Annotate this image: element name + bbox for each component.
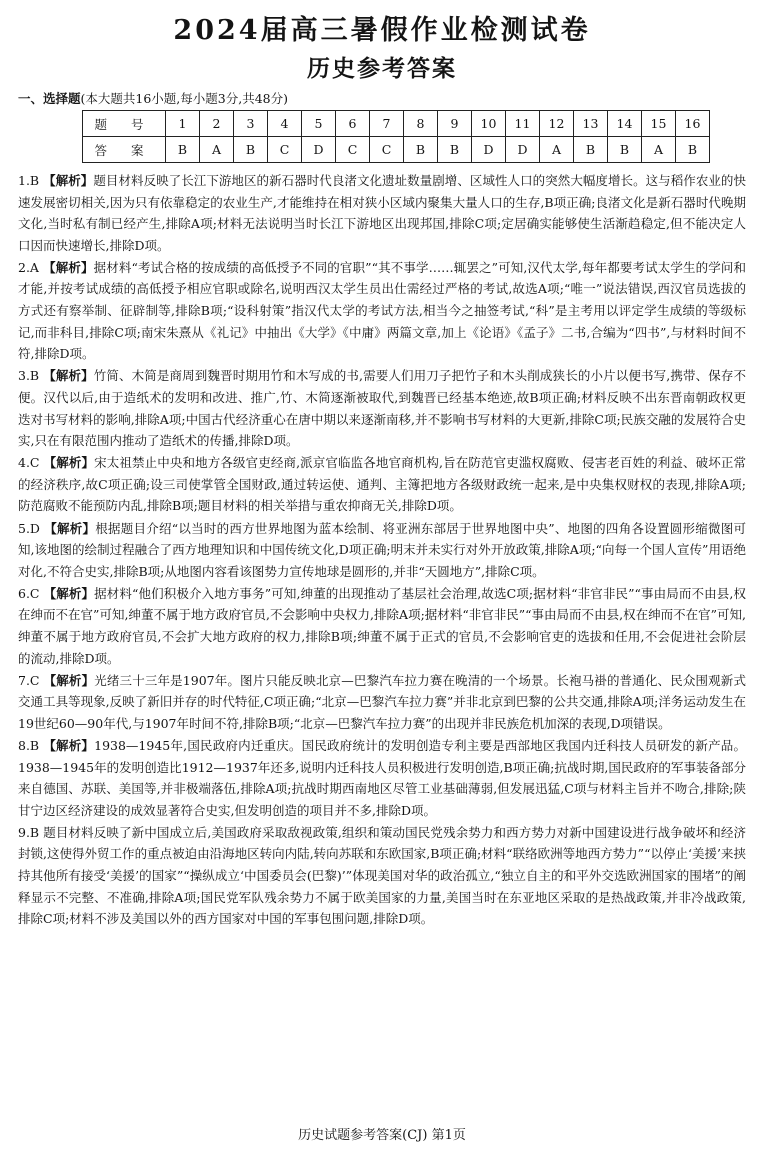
answer-cell: D xyxy=(302,137,336,163)
answer-cell: B xyxy=(166,137,200,163)
explanation-text: 竹简、木简是商周到魏晋时期用竹和木写成的书,需要人们用刀子把竹子和木头削成狭长的小片以便书写,携带、保存不便。汉代以后,由于造纸术的发明和改进、推广,竹、木简逐渐被取代,到魏晋已经基本绝迹,故B项正确;材料反映不出东晋南朝政权更迭对书写材料的影响,排除A项;中国古代经济重心在唐中期以来逐渐南移,并不影响书写材料的大更新,排除C项;民族交融的发展符合史实,只在有限范围内推动了造纸术的传播,排除D项。 xyxy=(18,368,746,449)
answer-cell: A xyxy=(200,137,234,163)
answer-cell: C xyxy=(370,137,404,163)
answer-cell: B xyxy=(404,137,438,163)
explanation-3 xyxy=(18,365,746,451)
question-number-cell: 11 xyxy=(506,111,540,137)
analysis-tag: 【解析】 xyxy=(44,520,96,536)
analysis-tag: 【解析】 xyxy=(43,737,95,753)
answer-cell: D xyxy=(472,137,506,163)
answer-cell: A xyxy=(540,137,574,163)
question-number-cell: 16 xyxy=(676,111,710,137)
analysis-tag: 【解析】 xyxy=(43,672,95,688)
question-number-cell: 12 xyxy=(540,111,574,137)
answer-row xyxy=(83,137,710,163)
explanation-text: 光绪三十三年是1907年。图片只能反映北京—巴黎汽车拉力赛在晚清的一个场景。长袍马褂的普通化、民众围观新式交通工具等现象,反映了新旧并存的时代特征,C项正确;“北京—巴黎汽车拉力赛”并非北京到巴黎的公共交通,排除A项;洋务运动发生在19世纪60—90年代,与1907年时间不符,排除B项;“北京—巴黎汽车拉力赛”的出现并非民族危机加深的表现,D项错误。 xyxy=(18,672,746,731)
answer-cell: B xyxy=(438,137,472,163)
analysis-tag: 【解析】 xyxy=(43,259,94,275)
section-heading xyxy=(18,90,746,108)
explanation-2 xyxy=(18,257,746,365)
question-number-cell: 4 xyxy=(268,111,302,137)
explanation-text: 题目材料反映了长江下游地区的新石器时代良渚文化遗址数量剧增、区域性人口的突然大幅度增长。这与稻作农业的快速发展密切相关,因为只有依靠稳定的农业生产,才能维持在相对狭小区域内聚集大量人口的生存,B项正确;良渚文化是新石器时代晚期文化,当时私有制已经产生,排除A项;材料无法说明当时长江下游地区出现邦国,排除C项;定居确实能够使生活渐趋稳定,但不能决定人口因而快速增长,排除D项。 xyxy=(18,173,746,253)
explanation-8 xyxy=(18,735,746,821)
row-label-number: 题 号 xyxy=(83,111,166,137)
explanation-text: 题目材料反映了新中国成立后,美国政府采取敌视政策,组织和策动国民党残余势力和西方势力对新中国建设进行战争破坏和经济封锁,这使得外贸工作的重点被迫由沿海地区转向内陆,转向苏联和东欧国家,B项正确;材料“联络欧洲等地西方势力”“以停止‘美援’来挟持其他所有接受‘美援’的国家”“操纵成立‘中国委员会(巴黎)’”体现美国对华的政治孤立,“独立自主的和平外交选欧洲国家的围堵”的阐释显示不完整、不准确,排除A项;国民党军队残余势力不属于欧美国家的力量,美国当时在东亚地区采取的是热战政策,并非冷战政策,排除C项;材料不涉及美国以外的西方国家对中国的军事包围问题,排除D项。 xyxy=(18,824,746,927)
question-number-cell: 13 xyxy=(574,111,608,137)
explanation-head: 8.B xyxy=(18,737,40,753)
exam-title: 2024届高三暑假作业检测试卷 xyxy=(173,15,591,46)
answer-cell: C xyxy=(268,137,302,163)
answer-key-subtitle: 历史参考答案 xyxy=(307,55,457,82)
explanation-9 xyxy=(18,822,746,930)
analysis-tag: 【解析】 xyxy=(43,585,95,601)
analysis-tag: 【解析】 xyxy=(43,173,94,188)
question-number-cell: 6 xyxy=(336,111,370,137)
explanation-6 xyxy=(18,583,746,669)
analysis-tag: 【解析】 xyxy=(43,455,95,471)
explanation-text: 根据题目介绍“以当时的西方世界地图为蓝本绘制、将亚洲东部居于世界地图中央”、地图的四角各设置圆形缩微图可知,该地图的绘制过程融合了西方地理知识和中国传统文化,D项正确;明末并未实行对外开放政策,排除A项;“向每一个国人宣传”用语绝对化,不符合史实,排除B项;从地图内容看该图势力宣传地球是圆形的,并非“天圆地方”,排除C项。 xyxy=(18,520,746,579)
answer-cell: B xyxy=(234,137,268,163)
explanation-text: 宋太祖禁止中央和地方各级官吏经商,派京官临监各地官商机构,旨在防范官吏滥权腐败、侵害老百姓的利益、破坏正常的经济秩序,故C项正确;设三司使掌管全国财政,通过转运使、通判、主簿把地方各级财政统一起来,是中央集权财权的表现,排除A项;防范腐败不能预防内乱,排除B项;题目材料的相关举措与重农抑商无关,排除D项。 xyxy=(18,455,746,514)
question-number-cell: 2 xyxy=(200,111,234,137)
explanation-text: 据材料“他们积极介入地方事务”可知,绅董的出现推动了基层社会治理,故选C项;据材料“非官非民”“事由局而不由县,权在绅而不在官”可知,绅董不属于地方政府官员,不会影响中央权力,排除A项;据材料“非官非民”“事由局而不由县,权在绅而不在官”可知,绅董不属于地方政府官员,不会扩大地方政府的权力,排除B项;绅董不属于正式的官员,不会影响官吏的选拔和任用,不会促进社会阶层的流动,排除D项。 xyxy=(18,585,746,666)
question-number-cell: 9 xyxy=(438,111,472,137)
explanation-head: 3.B xyxy=(18,368,40,384)
explanation-4 xyxy=(18,452,746,517)
explanation-head: 7.C xyxy=(18,672,40,688)
explanation-text: 据材料“考试合格的按成绩的高低授予不同的官职”“其不事学……辄罢之”可知,汉代太学,每年都要考试太学生的学问和才能,并按考试成绩的高低授予相应官职或除名,说明西汉太学生员出仕需经过严格的考试,故选A项;“唯一”说法错误,西汉官员选拔的方式还有察举制、征辟制等,排除B项;“设科射策”指汉代太学的考试方法,相当今之抽签考试,“科”是主考用以评定学生成绩的等级标记,而非科目,排除C项;南宋朱熹从《礼记》中抽出《大学》《中庸》两篇文章,加上《论语》《孟子》二书,合编为“四书”,与材料时间不符,排除D项。 xyxy=(18,259,746,362)
question-number-cell: 14 xyxy=(608,111,642,137)
question-number-row xyxy=(83,111,710,137)
row-label-answer: 答 案 xyxy=(83,137,166,163)
question-number-cell: 8 xyxy=(404,111,438,137)
explanation-1 xyxy=(18,170,746,256)
question-number-cell: 15 xyxy=(642,111,676,137)
question-number-cell: 10 xyxy=(472,111,506,137)
question-number-cell: 3 xyxy=(234,111,268,137)
page-footer: 历史试题参考答案(CJ) 第1页 xyxy=(298,1128,466,1143)
question-number-cell: 1 xyxy=(166,111,200,137)
section-note: (本大题共16小题,每小题3分,共48分) xyxy=(80,91,288,106)
section-label: 一、选择题 xyxy=(18,91,81,106)
explanation-head: 1.B xyxy=(18,173,40,188)
answer-cell: B xyxy=(574,137,608,163)
explanation-head: 9.B xyxy=(18,824,40,840)
answer-cell: D xyxy=(506,137,540,163)
analysis-tag: 【解析】 xyxy=(43,368,94,384)
explanation-list xyxy=(18,170,746,930)
explanation-5 xyxy=(18,518,746,583)
question-number-cell: 5 xyxy=(302,111,336,137)
question-number-cell: 7 xyxy=(370,111,404,137)
answer-cell: B xyxy=(676,137,710,163)
explanation-head: 4.C xyxy=(18,455,40,471)
answer-table xyxy=(82,110,710,163)
answer-cell: A xyxy=(642,137,676,163)
explanation-7 xyxy=(18,670,746,735)
explanation-head: 2.A xyxy=(18,259,39,275)
explanation-head: 5.D xyxy=(18,520,40,536)
answer-cell: B xyxy=(608,137,642,163)
answer-cell: C xyxy=(336,137,370,163)
explanation-text: 1938—1945年,国民政府内迁重庆。国民政府统计的发明创造专利主要是西部地区我国内迁科技人员研发的新产品。1938—1945年的发明创造比1912—1937年还多,说明内迁科技人员积极进行发明创造,B项正确;抗战时期,国民政府的军事装备部分来自德国、苏联、美国等,并非极端落伍,排除A项;抗战时期西南地区尽管工业基础薄弱,但发展迅猛,C项与材料主旨并不吻合,排除;陕甘宁边区经济建设的成效显著符合史实,但发明创造的项目并不多,排除D项。 xyxy=(18,737,746,818)
explanation-head: 6.C xyxy=(18,585,40,601)
